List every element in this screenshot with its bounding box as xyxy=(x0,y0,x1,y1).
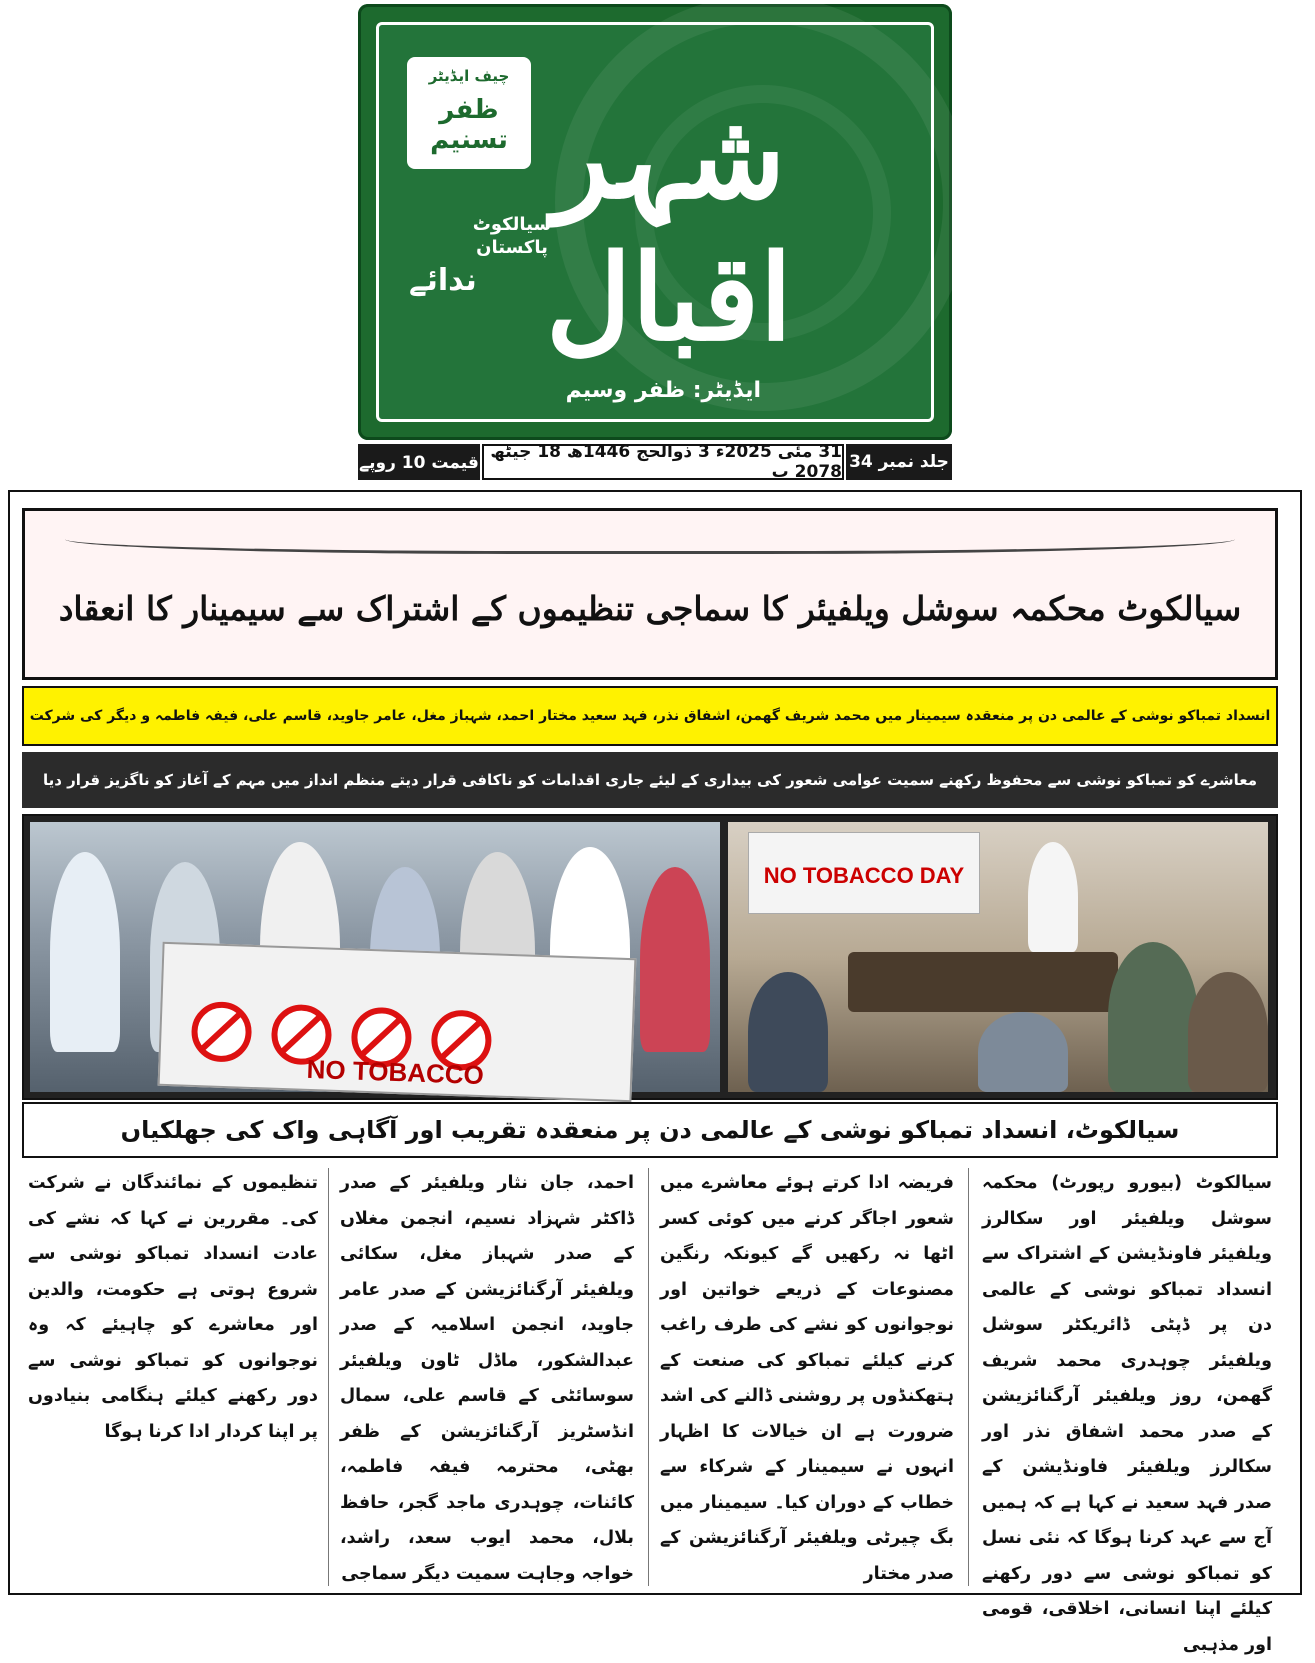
article-column-4: تنظیموں کے نمائندگان نے شرکت کی۔ مقررین نے کہا کہ نشے کی عادت انسداد تمباکو نوشی سے شروع ہوتی ہے حکومت، والدین اور معاشرے کو چاہیئے کہ وہ نوجوانوں کو تمباکو نوشی سے دور رکھنے کیلئے ہنگامی بنیادوں پر اپنا کردار ادا کرنا ہوگا xyxy=(28,1173,318,1442)
meeting-table xyxy=(848,952,1118,1012)
poster-text: NO TOBACCO DAY xyxy=(763,863,965,888)
volume-number: جلد نمبر 34 xyxy=(846,444,952,480)
photo-panel xyxy=(22,814,1278,1100)
editor-name: ایڈیٹر: ظفر وسیم xyxy=(565,378,761,403)
article-headline: سیالکوٹ محکمہ سوشل ویلفیئر کا سماجی تنظیموں کے اشتراک سے سیمینار کا انعقاد xyxy=(58,589,1242,628)
article-column-2: فریضہ ادا کرتے ہوئے معاشرے میں شعور اجاگر کرنے میں کوئی کسر اٹھا نہ رکھیں گے کیونکہ رنگین مصنوعات کے ذریعے خواتین اور نوجوانوں کو نشے کی طرف راغب کرنے کیلئے تمباکو کی صنعت کے ہتھکنڈوں پر روشنی ڈالنے کی اشد ضرورت ہے ان خیالات کا اظہار انہوں نے سیمینار کے شرکاء سے خطاب کے دوران کیا۔ سیمینار میں بگ چیرٹی ویلفیئر آرگنائزیشن کے صدر مختار xyxy=(660,1173,954,1584)
person xyxy=(640,867,710,1052)
banner-text: NO TOBACCO xyxy=(306,1053,485,1091)
person xyxy=(748,972,828,1092)
newspaper-title: شہر اقبال xyxy=(545,86,793,367)
subheadline-yellow: انسداد تمباکو نوشی کے عالمی دن پر منعقدہ سیمینار میں محمد شریف گھمن، اشفاق نذر، فہد سعید مختار احمد، شہباز مغل، عامر جاوید، قاسم علی، فیفہ فاطمہ و دیگر کی شرکت xyxy=(22,686,1278,746)
chief-editor-role: چیف ایڈیٹر xyxy=(428,67,510,85)
masthead xyxy=(358,4,952,440)
column-divider xyxy=(328,1168,329,1586)
awareness-walk-photo xyxy=(30,822,720,1092)
newspaper-city: سیالکوٹ پاکستان xyxy=(472,214,552,259)
no-tobacco-day-poster xyxy=(748,832,980,914)
no-tobacco-banner xyxy=(158,942,637,1102)
photo-caption: سیالکوٹ، انسداد تمباکو نوشی کے عالمی دن پر منعقدہ تقریب اور آگاہی واک کی جھلکیاں xyxy=(22,1102,1278,1158)
person xyxy=(978,1012,1068,1092)
column-divider xyxy=(648,1168,649,1586)
seminar-photo xyxy=(728,822,1268,1092)
newspaper-title-prefix: ندائے xyxy=(409,263,477,298)
person xyxy=(50,852,120,1052)
article-column-3: احمد، جان نثار ویلفیئر کے صدر ڈاکٹر شہزاد نسیم، انجمن مغلاں کے صدر شہباز مغل، سکائی ویلفیئر آرگنائزیشن کے صدر عامر جاوید، انجمن اسلامیہ کے صدر عبدالشکور، ماڈل ٹاون ویلفیئر سوسائٹی کے قاسم علی، سمال انڈسٹریز آرگنائزیشن کے ظفر بھٹی، محترمہ فیفہ فاطمہ، کائنات، چوہدری ماجد گجر، حافظ بلال، محمد ایوب سعد، راشد، خواجہ وجاہت سمیت دیگر سماجی xyxy=(340,1173,634,1584)
price: قیمت 10 روپے xyxy=(358,444,480,480)
person xyxy=(1028,842,1078,952)
article-column-1: سیالکوٹ (بیورو رپورٹ) محکمہ سوشل ویلفیئر اور سکالرز ویلفیئر فاونڈیشن کے اشتراک سے انسداد تمباکو نوشی کے عالمی دن پر ڈپٹی ڈائریکٹر سوشل ویلفیئر چوہدری محمد شریف گھمن، روز ویلفیئر آرگنائزیشن کے صدر محمد اشفاق نذر اور سکالرز ویلفیئر فاونڈیشن کے صدر فہد سعید نے کہا ہے کہ ہمیں آج سے عہد کرنا ہوگا کہ نئی نسل کو تمباکو نوشی سے دور رکھنے کیلئے اپنا انسانی، اخلاقی، قومی اور مذہبی xyxy=(982,1173,1272,1655)
subheadline-dark: معاشرے کو تمباکو نوشی سے محفوظ رکھنے سمیت عوامی شعور کی بیداری کے لیئے جاری اقدامات کو ناکافی قرار دیتے منظم انداز میں مہم کے آغاز کو ناگزیز قرار دیا xyxy=(22,752,1278,808)
headline-box xyxy=(22,508,1278,680)
column-divider xyxy=(968,1168,969,1586)
person xyxy=(1108,942,1198,1092)
dateline-strip xyxy=(358,444,952,480)
issue-date: 31 مئی 2025ء 3 ذوالحج 1446ھ 18 جیٹھ 2078 ب xyxy=(482,444,844,480)
person xyxy=(1188,972,1268,1092)
chief-editor-name: ظفر تسنیم xyxy=(430,95,508,155)
masthead-inner xyxy=(376,22,934,422)
